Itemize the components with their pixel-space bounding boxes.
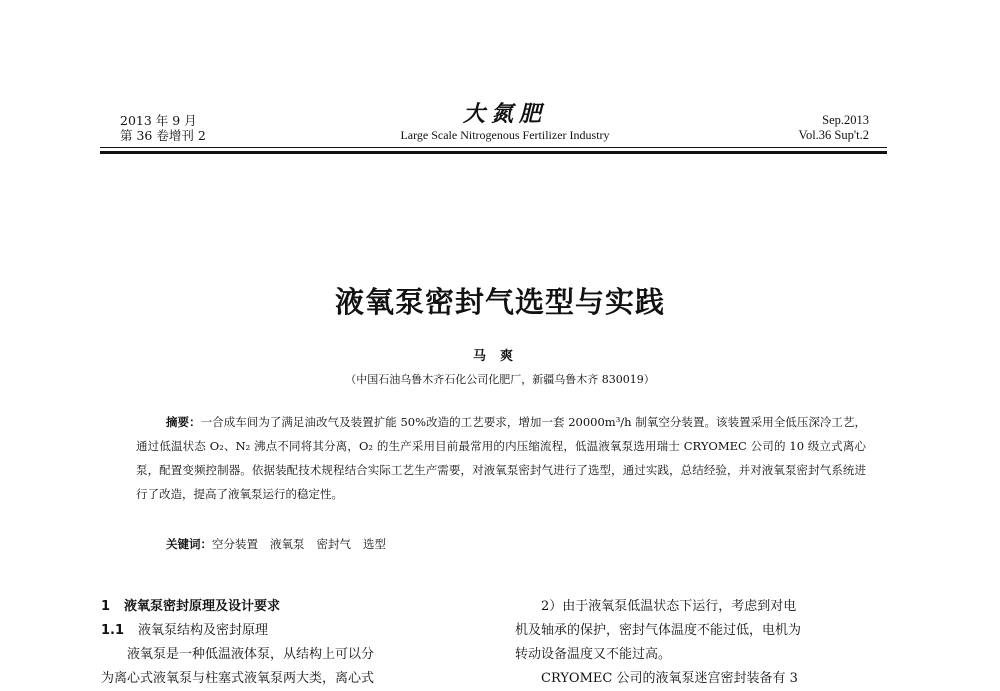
journal-logo-cn: 大氮肥 <box>462 101 547 127</box>
body-paragraph-line: 2）由于液氧泵低温状态下运行，考虑到对电 <box>541 599 797 614</box>
body-paragraph-line: CRYOMEC 公司的液氧泵迷宫密封装备有 3 <box>541 671 798 686</box>
subsection-heading-1-1 <box>101 619 486 643</box>
article-affiliation: （中国石油乌鲁木齐石化公司化肥厂，新疆乌鲁木齐 830019） <box>345 373 655 386</box>
article-title: 液氧泵密封气选型与实践 <box>334 285 665 319</box>
keywords <box>166 534 398 554</box>
subsection-number: 1.1 <box>101 623 125 638</box>
abstract <box>136 410 866 506</box>
body-paragraph-line: 机及轴承的保护，密封气体温度不能过低，电机为 <box>515 623 802 638</box>
header-rule-thick <box>100 151 887 154</box>
header-issue-date-cn <box>120 113 206 143</box>
body-paragraph-line: 转动设备温度又不能过高。 <box>515 647 672 662</box>
keywords-label: 关键词： <box>166 537 212 551</box>
section-heading-1 <box>101 595 486 619</box>
header-date-en: Sep.2013 <box>822 113 869 127</box>
header-volume-cn: 第 36 卷增刊 2 <box>120 128 206 143</box>
abstract-text: 一合成车间为了满足油改气及装置扩能 50%改造的工艺要求，增加一套 20000m³/h 制氧空分装置。该装置采用全低压深冷工艺，通过低温状态 O₂、N₂ 沸点不同将其分离，O₂ 的生产采用目前最常用的内压缩流程，低温液氧泵选用瑞士 CRYOMEC 公司的 10 级立式离心泵，配置变频控制器。依据装配技术规程结合实际工艺生产需要，对液氧泵密封气进行了选型，通过实践，总结经验，并对液氧泵密封气系统进行了改造，提高了液氧泵运行的稳定性。 <box>136 415 867 501</box>
section-title: 液氧泵密封原理及设计要求 <box>124 599 281 614</box>
abstract-label: 摘要： <box>166 415 201 429</box>
header-volume-en: Vol.36 Sup't.2 <box>798 128 869 142</box>
body-column-left <box>101 595 486 691</box>
keyword: 选型 <box>363 537 386 551</box>
header-issue-date-en <box>799 113 869 143</box>
body-column-right <box>515 595 887 691</box>
body-paragraph-line: 为离心式液氧泵与柱塞式液氧泵两大类，离心式 <box>101 671 375 686</box>
journal-masthead <box>360 102 650 142</box>
subsection-title: 液氧泵结构及密封原理 <box>138 623 269 638</box>
journal-name-en: Large Scale Nitrogenous Fertilizer Industry <box>400 128 610 142</box>
keyword: 密封气 <box>316 537 351 551</box>
header-rule-thin <box>100 147 887 148</box>
section-number: 1 <box>101 599 111 614</box>
article-author: 马爽 <box>472 349 527 364</box>
keyword: 空分装置 <box>212 537 258 551</box>
body-paragraph-line: 液氧泵是一种低温液体泵，从结构上可以分 <box>127 647 375 662</box>
keyword: 液氧泵 <box>270 537 305 551</box>
header-date-cn: 2013 年 9 月 <box>120 113 197 128</box>
